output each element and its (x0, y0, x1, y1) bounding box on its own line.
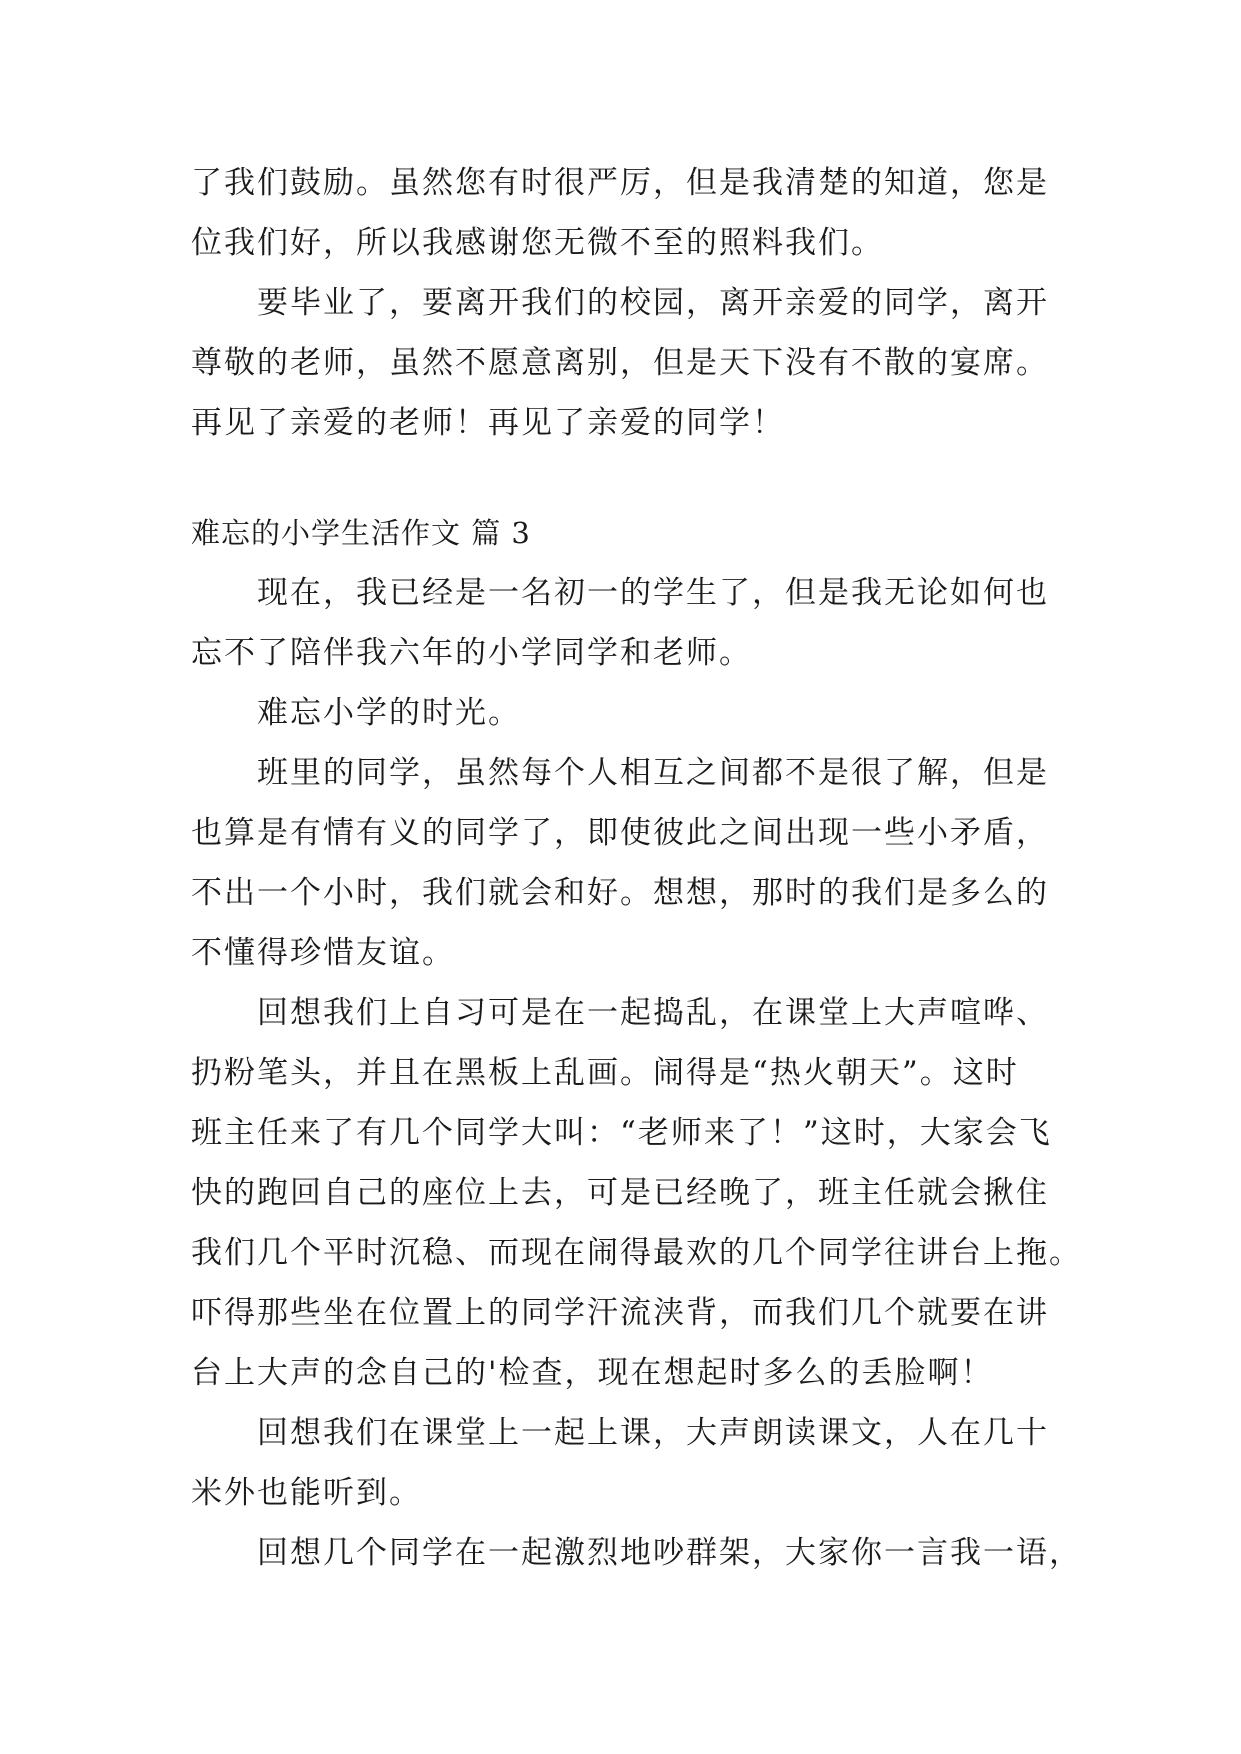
text-line: 也算是有情有义的同学了，即使彼此之间出现一些小矛盾， (191, 815, 1049, 851)
paragraph-start-line: 难忘小学的时光。 (257, 695, 521, 731)
paragraph-start-line: 回想我们在课堂上一起上课，大声朗读课文，人在几十 (257, 1415, 1049, 1451)
text-line: 扔粉笔头，并且在黑板上乱画。闹得是“热火朝天”。这时 (191, 1055, 1019, 1091)
text-line: 忘不了陪伴我六年的小学同学和老师。 (191, 635, 752, 671)
text-line: 不出一个小时，我们就会和好。想想，那时的我们是多么的 (191, 875, 1049, 911)
text-line: 班主任来了有几个同学大叫：“老师来了！”这时，大家会飞 (191, 1115, 1052, 1151)
text-line: 尊敬的老师，虽然不愿意离别，但是天下没有不散的宴席。 (191, 345, 1049, 381)
text-line: 不懂得珍惜友谊。 (191, 935, 455, 971)
text-line: 米外也能听到。 (191, 1475, 422, 1511)
text-line: 了我们鼓励。虽然您有时很严厉，但是我清楚的知道，您是 (191, 165, 1049, 201)
text-line: 台上大声的念自己的'检查，现在想起时多么的丢脸啊！ (191, 1355, 994, 1391)
text-line: 我们几个平时沉稳、而现在闹得最欢的几个同学往讲台上拖。 (191, 1235, 1082, 1271)
paragraph-start-line: 回想几个同学在一起激烈地吵群架，大家你一言我一语， (257, 1535, 1082, 1571)
text-line: 快的跑回自己的座位上去，可是已经晚了，班主任就会揪住 (191, 1175, 1049, 1211)
section-heading: 难忘的小学生活作文 篇 3 (191, 516, 531, 550)
text-line: 吓得那些坐在位置上的同学汗流浃背，而我们几个就要在讲 (191, 1295, 1049, 1331)
paragraph-start-line: 现在，我已经是一名初一的学生了，但是我无论如何也 (257, 575, 1049, 611)
paragraph-start-line: 班里的同学，虽然每个人相互之间都不是很了解，但是 (257, 755, 1049, 791)
paragraph-start-line: 要毕业了，要离开我们的校园，离开亲爱的同学，离开 (257, 285, 1049, 321)
text-line: 再见了亲爱的老师！再见了亲爱的同学！ (191, 405, 785, 441)
paragraph-start-line: 回想我们上自习可是在一起捣乱，在课堂上大声喧哗、 (257, 995, 1049, 1031)
text-line: 位我们好，所以我感谢您无微不至的照料我们。 (191, 225, 884, 261)
